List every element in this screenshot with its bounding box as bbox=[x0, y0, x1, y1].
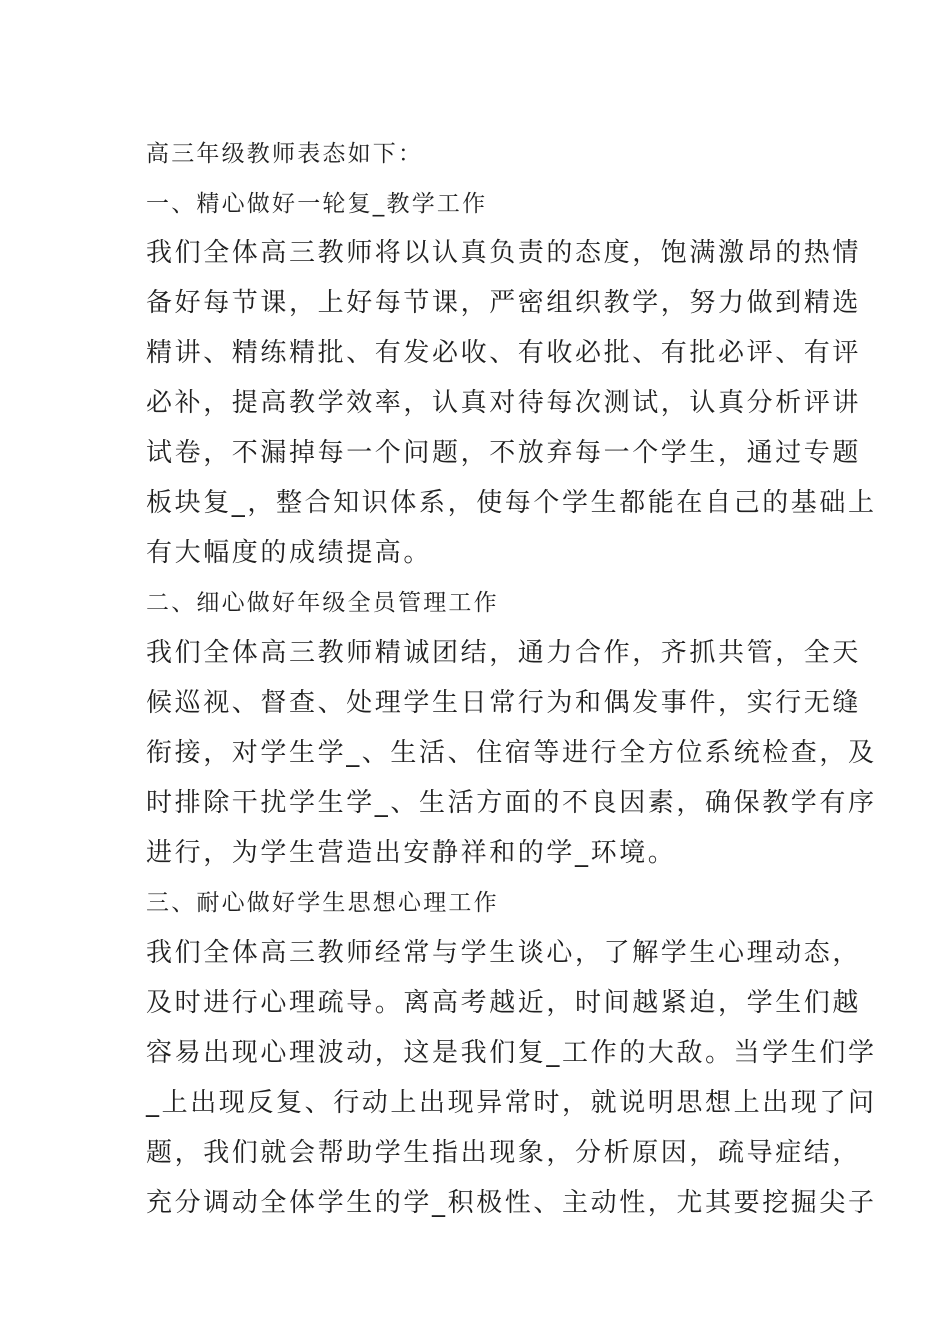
section-3-line-5: 题，我们就会帮助学生指出现象，分析原因，疏导症结， bbox=[146, 1138, 862, 1168]
section-1-line-3: 精讲、精练精批、有发必收、有收必批、有批必评、有评 bbox=[146, 338, 862, 368]
section-3-line-1: 我们全体高三教师经常与学生谈心，了解学生心理动态， bbox=[146, 938, 862, 968]
section-1-line-1: 我们全体高三教师将以认真负责的态度，饱满激昂的热情 bbox=[146, 238, 862, 268]
section-1-line-2: 备好每节课，上好每节课，严密组织教学，努力做到精选 bbox=[146, 288, 862, 318]
section-1-line-4: 必补，提高教学效率，认真对待每次测试，认真分析评讲 bbox=[146, 388, 862, 418]
section-2-line-5: 进行，为学生营造出安静祥和的学_环境。 bbox=[146, 838, 677, 868]
section-1-line-6: 板块复_，整合知识体系，使每个学生都能在自己的基础上 bbox=[146, 488, 877, 518]
section-3-line-3: 容易出现心理波动，这是我们复_工作的大敌。当学生们学 bbox=[146, 1038, 877, 1068]
section-2-line-2: 候巡视、督查、处理学生日常行为和偶发事件，实行无缝 bbox=[146, 688, 862, 718]
section-3-line-6: 充分调动全体学生的学_积极性、主动性，尤其要挖掘尖子 bbox=[146, 1188, 877, 1218]
section-2-line-1: 我们全体高三教师精诚团结，通力合作，齐抓共管，全天 bbox=[146, 638, 862, 668]
section-1-line-5: 试卷，不漏掉每一个问题，不放弃每一个学生，通过专题 bbox=[146, 438, 862, 468]
intro-line: 高三年级教师表态如下： bbox=[146, 141, 424, 167]
section-1-line-7: 有大幅度的成绩提高。 bbox=[146, 538, 433, 568]
section-1-heading: 一、精心做好一轮复_教学工作 bbox=[146, 191, 488, 217]
section-3-heading: 三、耐心做好学生思想心理工作 bbox=[146, 890, 499, 916]
section-2-line-4: 时排除干扰学生学_、生活方面的不良因素，确保教学有序 bbox=[146, 788, 877, 818]
section-2-heading: 二、细心做好年级全员管理工作 bbox=[146, 590, 499, 616]
section-3-line-2: 及时进行心理疏导。离高考越近，时间越紧迫，学生们越 bbox=[146, 988, 862, 1018]
section-2-line-3: 衔接，对学生学_、生活、住宿等进行全方位系统检查，及 bbox=[146, 738, 877, 768]
section-3-line-4: _上出现反复、行动上出现异常时，就说明思想上出现了问 bbox=[146, 1088, 877, 1118]
